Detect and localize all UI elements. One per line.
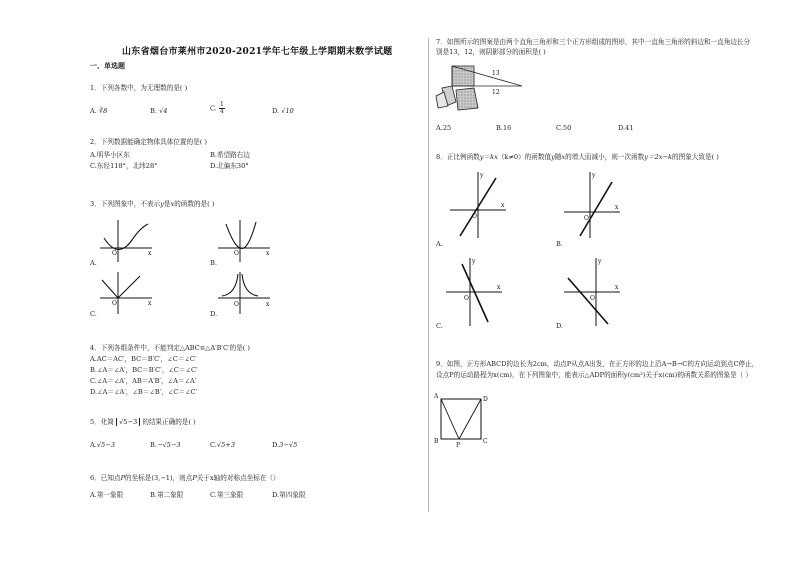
svg-text:x: x	[266, 301, 270, 308]
q3-option-c: C.	[90, 310, 97, 318]
q9-vertex-b: B	[434, 438, 439, 445]
q3-graph-b	[214, 218, 272, 264]
q3-graph-d	[214, 270, 272, 316]
svg-text:O: O	[472, 213, 477, 220]
q1-option-a: A. ∛8	[90, 107, 108, 115]
q3-option-b: B.	[210, 259, 217, 267]
q1-stem: 1．下列各数中，为无理数的是( )	[90, 84, 188, 92]
q9-vertex-d: D	[483, 396, 488, 403]
svg-text:O: O	[590, 295, 595, 302]
q8-option-c: C.	[436, 322, 443, 330]
q4-option-c: C.∠A＝∠A′，AB＝A′B′，∠A＝∠A′	[90, 377, 197, 385]
q1-option-c: C. $\frac{1}{4}$	[210, 101, 224, 115]
q3-graph-c	[96, 270, 154, 316]
svg-text:y: y	[480, 172, 484, 179]
q6-option-d: D.第四象限	[272, 491, 306, 499]
q7-stem-line1: 7．如图所示的图案是由两个直角三角形和三个正方形组成的图形，其中一直角三角形的斜边和一直角边长分	[436, 38, 751, 46]
q7-option-d: D.41	[618, 124, 634, 132]
svg-text:x: x	[501, 202, 505, 209]
q5-option-c: C.√5+3	[210, 441, 236, 449]
svg-text:x: x	[148, 300, 152, 307]
q7-option-b: B.16	[496, 124, 512, 132]
q8-option-d: D.	[556, 322, 564, 330]
q4-option-b: B.∠A＝∠A′，BC＝B′C′，∠C＝∠C′	[90, 366, 198, 374]
q9-point-p: P	[456, 442, 461, 448]
q6-option-a: A.第一象限	[90, 491, 124, 499]
q4-option-d: D.∠A＝∠A′，∠B＝∠B′，∠C＝∠C′	[90, 388, 198, 396]
q9-stem-line1: 9．如图，正方形ABCD的边长为2cm，动点P从点A出发，在正方形的边上沿A→B→C的方向运动到点C停止，	[436, 360, 759, 368]
svg-text:y: y	[472, 258, 476, 265]
q7-option-a: A.25	[436, 124, 452, 132]
q5-option-a: A.√5−3	[90, 441, 115, 449]
q8-stem: 8．正比例函数y＝kx（k≠0）的函数值y随x的增大而减小，则一次函数y＝2x−k的图象大致是( )	[436, 153, 719, 161]
q8-option-b: B.	[556, 240, 563, 248]
svg-text:y: y	[592, 172, 596, 179]
q8-graph-a	[448, 170, 508, 240]
svg-text:x: x	[266, 250, 270, 257]
q3-option-d: D.	[210, 310, 218, 318]
svg-text:x: x	[615, 204, 619, 211]
svg-text:x: x	[148, 250, 152, 257]
q3-graph-a	[96, 218, 154, 264]
q9-square-figure	[432, 390, 494, 448]
svg-text:x: x	[497, 284, 501, 291]
svg-text:O: O	[112, 250, 117, 257]
q7-figure	[434, 58, 524, 116]
column-divider	[428, 38, 429, 512]
q2-option-d: D.北偏东30°	[210, 162, 249, 170]
q2-stem: 2．下列数据能确定物体具体位置的是( )	[90, 138, 207, 146]
q8-graph-d	[562, 256, 622, 328]
svg-text:O: O	[112, 300, 117, 307]
svg-text:O: O	[234, 301, 239, 308]
q8-option-a: A.	[436, 240, 443, 248]
q5-option-b: B.−√5−3	[150, 441, 181, 449]
q5-stem: 5．化简 √5−3 的结果正确的是( )	[90, 418, 196, 426]
svg-text:x: x	[615, 284, 619, 291]
q7-label-12: 12	[492, 89, 500, 96]
q2-option-b: B.希望路右边	[210, 151, 250, 159]
svg-text:O: O	[464, 295, 469, 302]
section-heading: 一、单选题	[90, 61, 125, 70]
q4-stem: 4．下列各组条件中，不能判定△ABC≌△A′B′C′的是( )	[90, 344, 250, 352]
q7-label-13: 13	[492, 70, 500, 77]
svg-text:O: O	[234, 250, 239, 257]
q4-option-a: A.AC＝AC′，BC＝B′C′，∠C＝∠C′	[90, 355, 197, 363]
q2-option-a: A.明华小区东	[90, 151, 130, 159]
svg-text:y: y	[598, 258, 602, 265]
q8-graph-b	[562, 170, 622, 240]
q7-stem-line2: 别是13，12，则阴影部分的面积是( )	[436, 48, 546, 56]
q9-vertex-c: C	[483, 438, 488, 445]
q6-stem: 6．已知点P的坐标是(3,−1)，则点P关于x轴的对称点坐标在（）	[90, 474, 280, 482]
q2-option-c: C.东经118°，北纬28°	[90, 162, 158, 170]
q6-option-c: C.第三象限	[210, 491, 244, 499]
q3-option-a: A.	[90, 259, 97, 267]
q1-option-b: B. √4	[150, 107, 168, 115]
page-title: 山东省烟台市莱州市2020-2021学年七年级上学期期末数学试题	[122, 47, 393, 57]
q5-option-d: D.3−√5	[272, 441, 298, 449]
q9-vertex-a: A	[434, 393, 439, 400]
q9-stem-line2: 设点P的运动路程为x(cm)，在下列图象中，能表示△ADP的面积y(cm²)关于x(cm)的函数关系的图象是（ ）	[436, 371, 752, 379]
q8-graph-c	[444, 256, 504, 328]
q7-option-c: C.50	[556, 124, 572, 132]
q6-option-b: B.第二象限	[150, 491, 184, 499]
q1-option-d: D. √10	[272, 107, 294, 115]
q3-stem: 3．下列图象中，不表示y是x的函数的是( )	[90, 200, 215, 208]
svg-text:O: O	[584, 215, 589, 222]
